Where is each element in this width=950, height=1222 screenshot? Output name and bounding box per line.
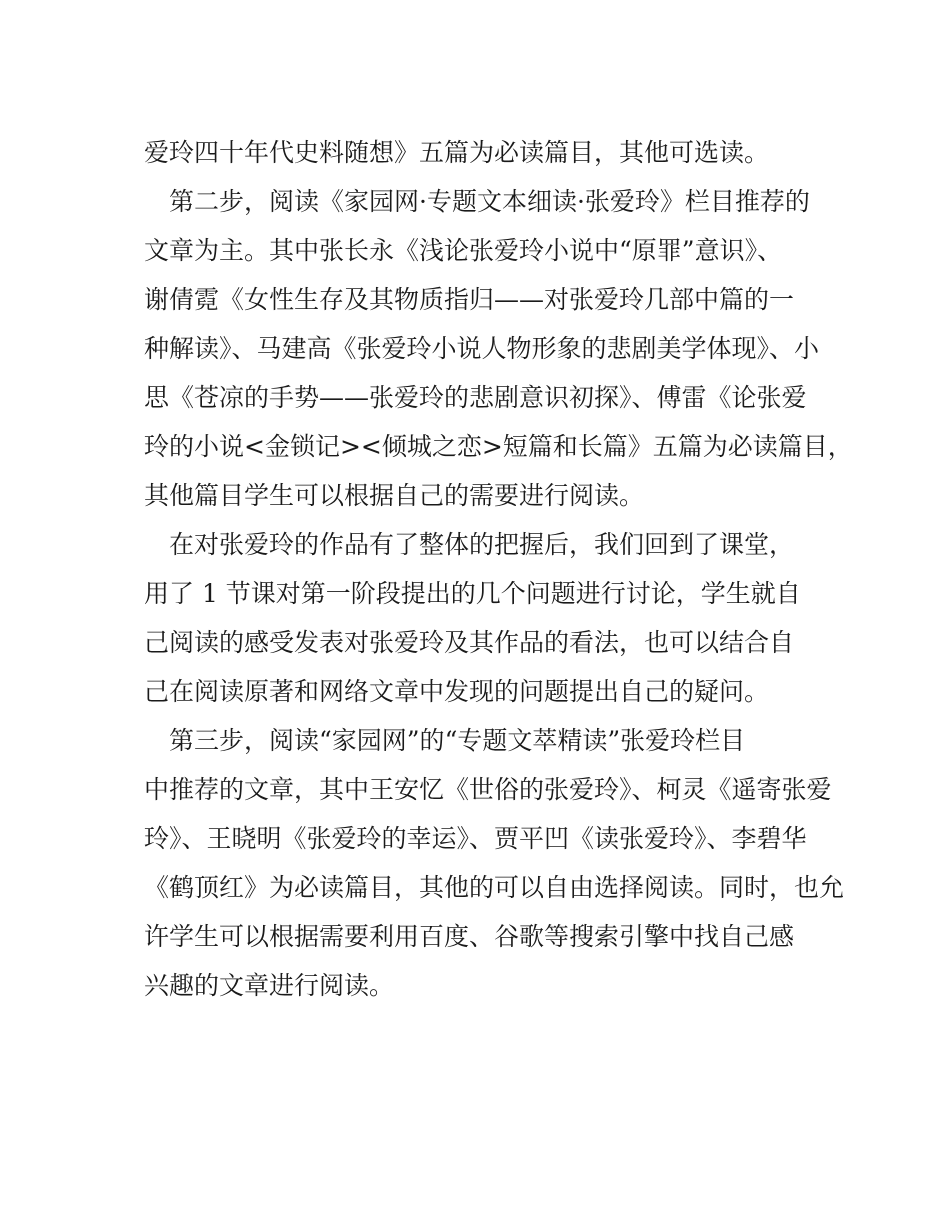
text-line: 爱玲四十年代史料随想》五篇为必读篇目，其他可选读。	[144, 138, 770, 167]
text-line: 思《苍凉的手势——张爱玲的悲剧意识初探》、傅雷《论张爱	[144, 383, 807, 412]
text-line: 谢倩霓《女性生存及其物质指归——对张爱玲几部中篇的一	[144, 285, 795, 314]
text-line: 己阅读的感受发表对张爱玲及其作品的看法，也可以结合自	[144, 628, 795, 657]
text-line: 用了 1 节课对第一阶段提出的几个问题进行讨论，学生就自	[144, 579, 801, 608]
text-line: 己在阅读原著和网络文章中发现的问题提出自己的疑问。	[144, 677, 770, 706]
text-line: 玲》、王晓明《张爱玲的幸运》、贾平凹《读张爱玲》、李碧华	[144, 824, 807, 853]
document-body	[144, 128, 853, 1010]
text-line: 文章为主。其中张长永《浅论张爱玲小说中“原罪”意识》、	[144, 236, 783, 265]
text-line: 其他篇目学生可以根据自己的需要进行阅读。	[144, 481, 645, 510]
text-line: 玲的小说<金锁记><倾城之恋>短篇和长篇》五篇为必读篇目，	[144, 432, 853, 461]
text-line: 兴趣的文章进行阅读。	[144, 971, 395, 1000]
text-line: 种解读》、马建高《张爱玲小说人物形象的悲剧美学体现》、小	[144, 334, 820, 363]
text-line: 第二步，阅读《家园网·专题文本细读·张爱玲》栏目推荐的	[144, 187, 810, 216]
text-line: 《鹤顶红》为必读篇目，其他的可以自由选择阅读。同时，也允	[144, 873, 845, 902]
text-line: 许学生可以根据需要利用百度、谷歌等搜索引擎中找自己感	[144, 922, 795, 951]
text-line: 第三步，阅读“家园网”的“专题文萃精读”张爱玲栏目	[144, 726, 746, 755]
text-line: 在对张爱玲的作品有了整体的把握后，我们回到了课堂，	[144, 530, 795, 559]
text-line: 中推荐的文章，其中王安忆《世俗的张爱玲》、柯灵《遥寄张爱	[144, 775, 832, 804]
